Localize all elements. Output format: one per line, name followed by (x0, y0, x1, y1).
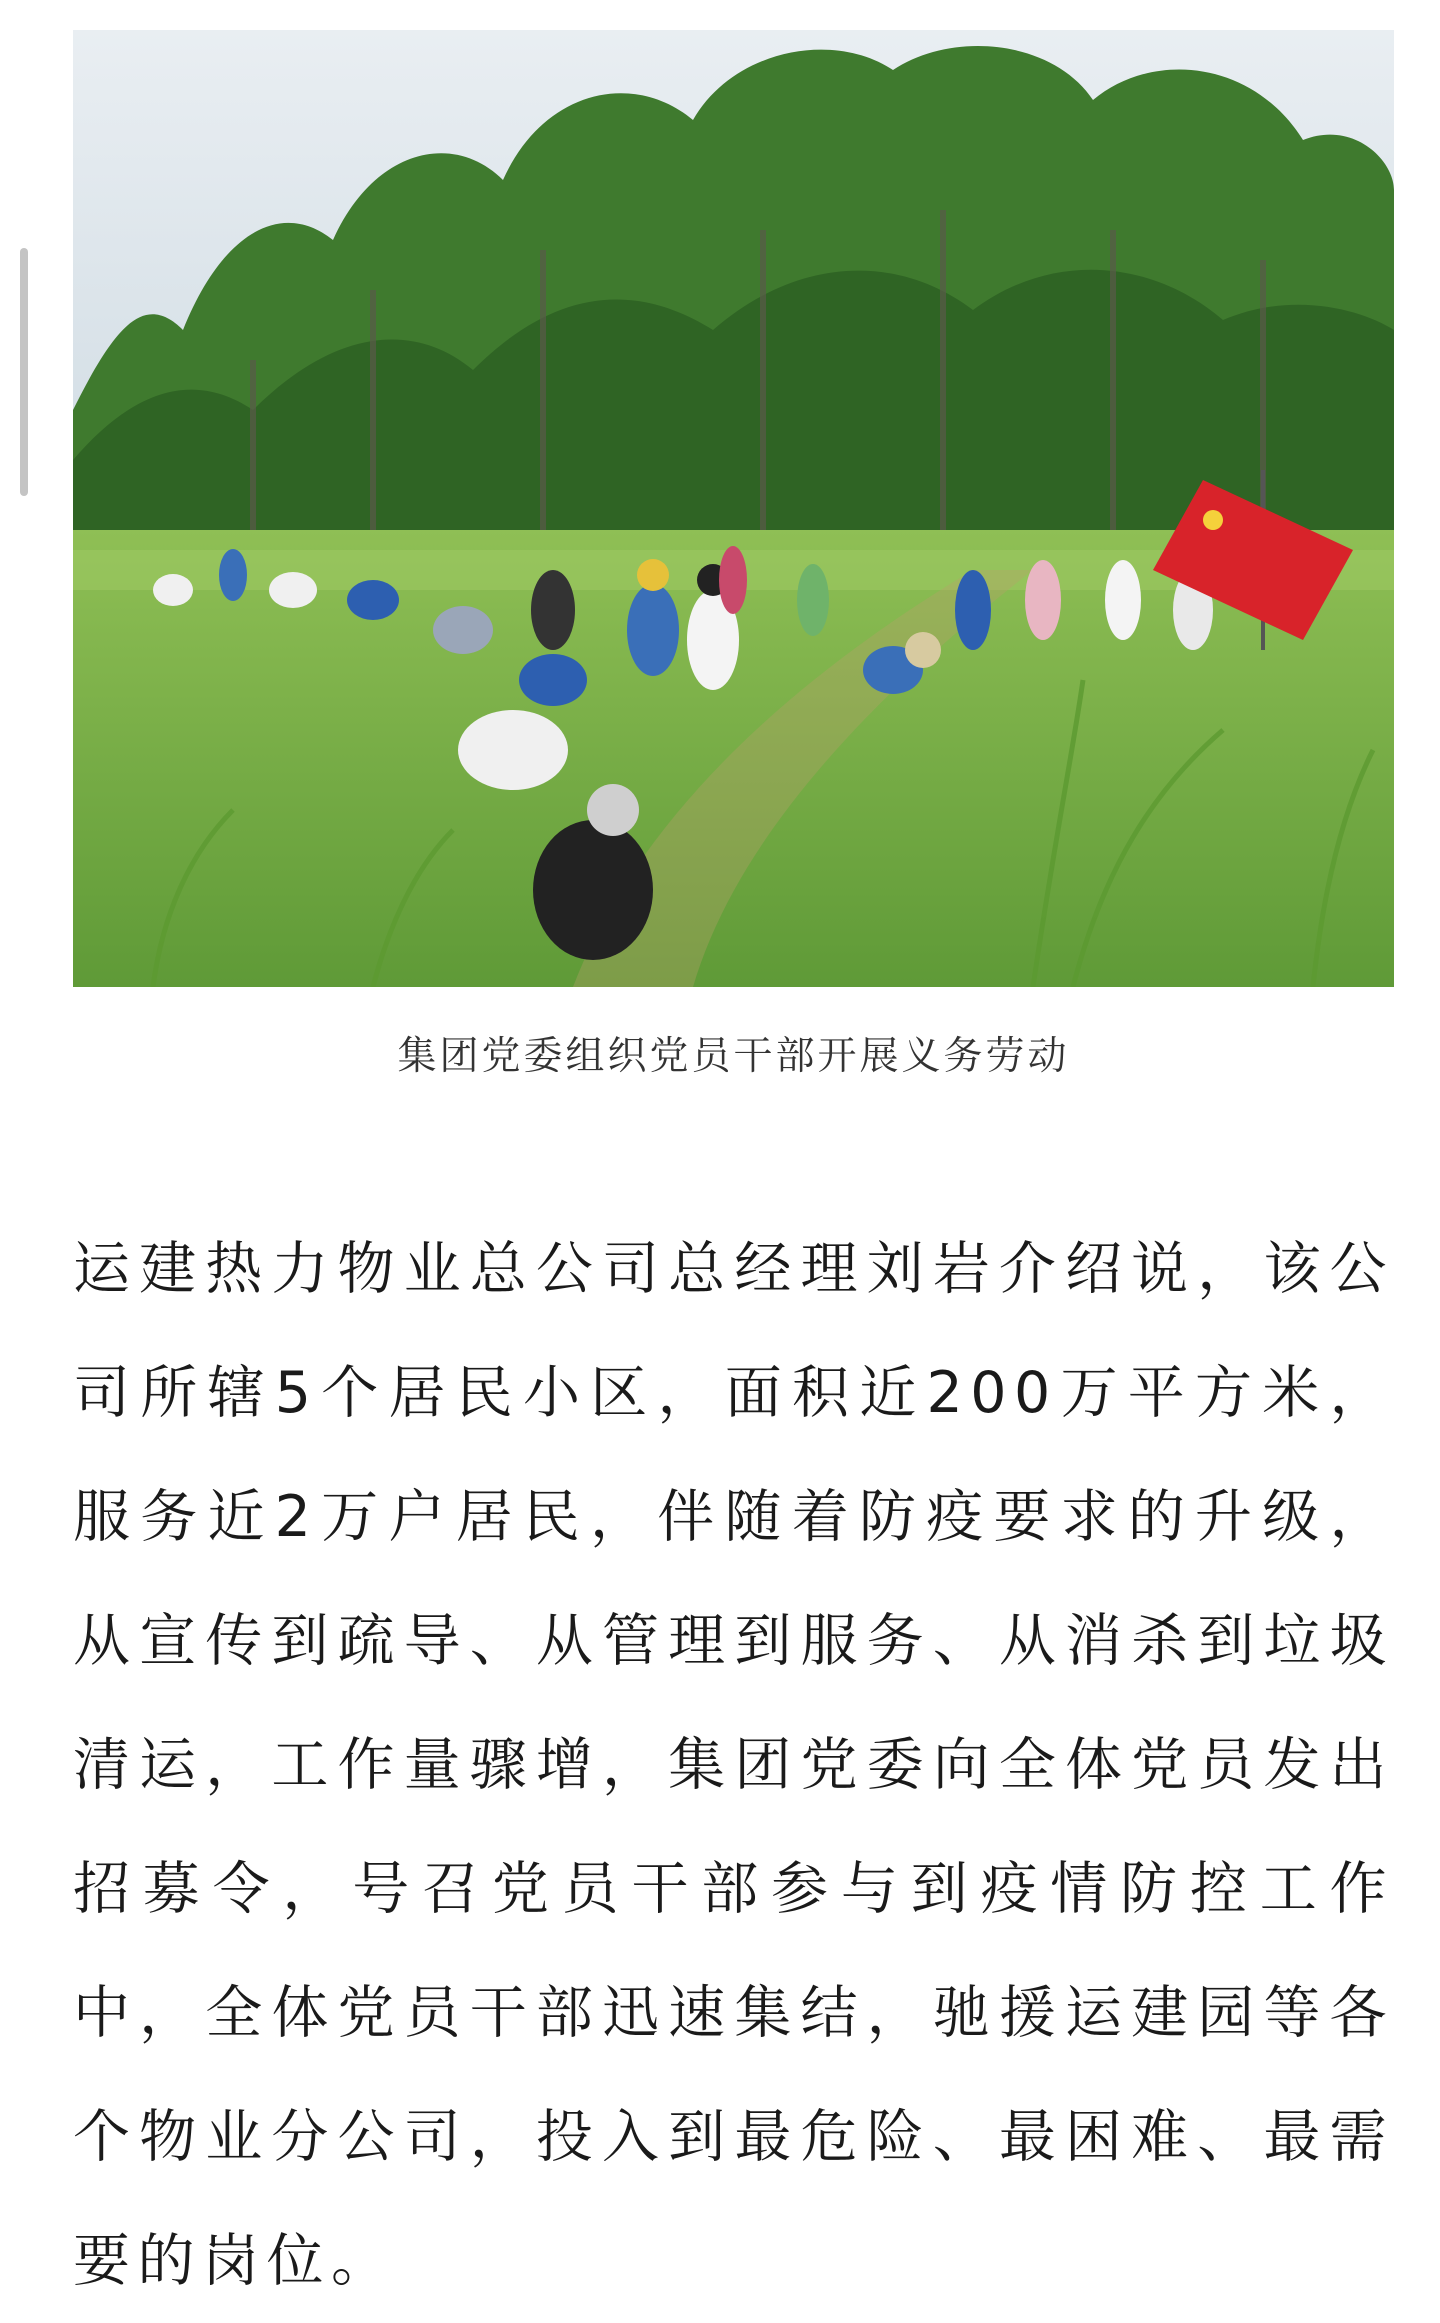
article-paragraph: 运建热力物业总公司总经理刘岩介绍说，该公司所辖5个居民小区，面积近200万平方米，服务近2万户居民，伴随着防疫要求的升级，从宣传到疏导、从管理到服务、从消杀到垃圾清运，工作量骤增，集团党委向全体党员发出招募令，号召党员干部参与到疫情防控工作中，全体党员干部迅速集结，驰援运建园等各个物业分公司，投入到最危险、最困难、最需要的岗位。 (73, 1236, 1394, 2294)
article-body (73, 1207, 1394, 2323)
volunteers-weeding-field-icon (73, 30, 1394, 987)
photo-caption: 集团党委组织党员干部开展义务劳动 (397, 1034, 1070, 1079)
article-photo (73, 30, 1394, 987)
scrollbar-thumb[interactable] (20, 248, 28, 496)
